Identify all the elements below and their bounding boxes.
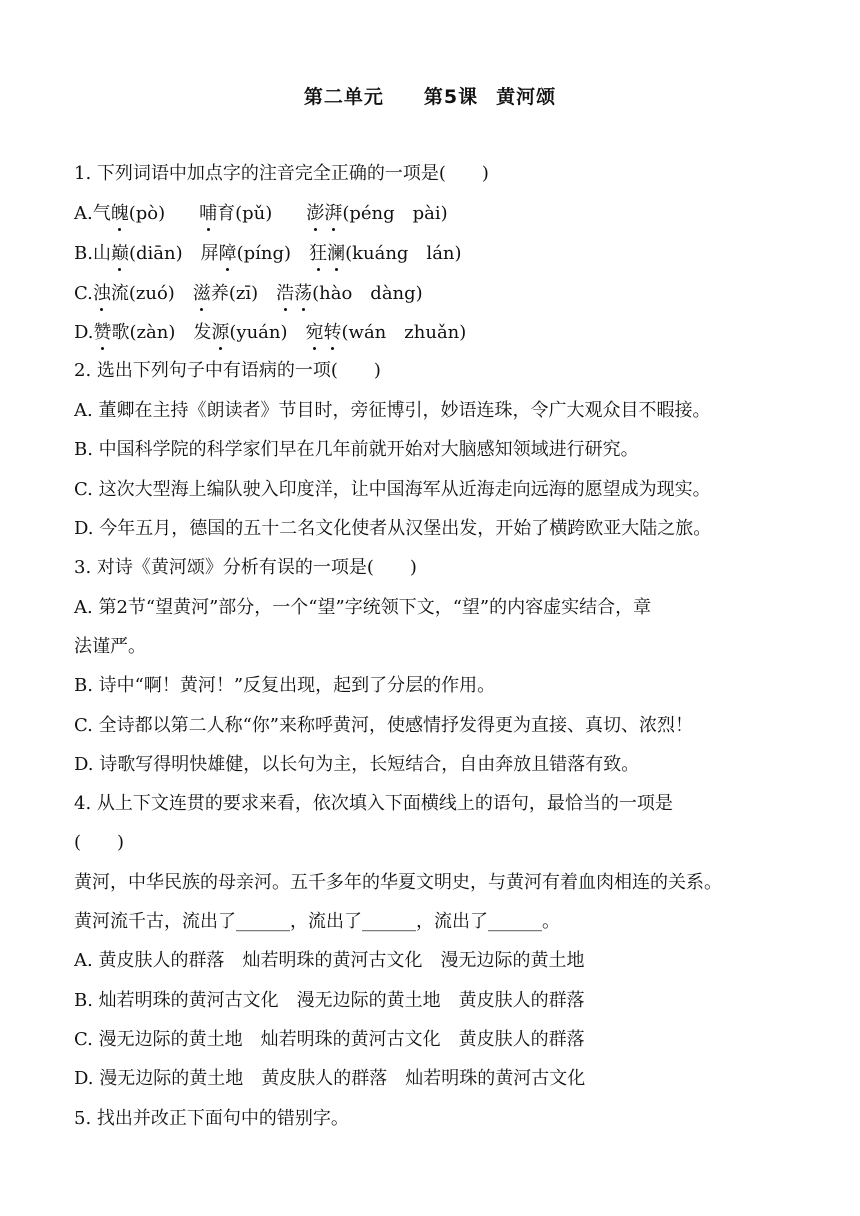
question-4-option-b: B. 灿若明珠的黄河古文化 漫无边际的黄土地 黄皮肤人的群落 [74,990,585,1011]
question-2-option-d: D. 今年五月，德国的五十二名文化使者从汉堡出发，开始了横跨欧亚大陆之旅。 [74,518,712,539]
question-2-option-a: A. 董卿在主持《朗读者》节目时，旁征博引，妙语连珠，令广大观众目不暇接。 [74,400,711,421]
question-1-option-c: C.浊流(zuó) 滋养(zī) 浩荡(hào dàng) [74,283,423,304]
question-1-option-a: A.气魄(pò) 哺育(pǔ) 澎湃(péng pài) [74,203,448,224]
lesson-name: 黄河颂 [496,86,557,108]
question-4-option-d: D. 漫无边际的黄土地 黄皮肤人的群落 灿若明珠的黄河古文化 [74,1068,586,1089]
question-3-option-b: B. 诗中“啊！黄河！”反复出现，起到了分层的作用。 [74,675,496,696]
question-5-stem: 5. 找出并改正下面句中的错别字。 [74,1108,349,1129]
question-3-stem: 3. 对诗《黄河颂》分析有误的一项是( ) [74,557,417,578]
question-4-passage-1: 黄河，中华民族的母亲河。五千多年的华夏文明史，与黄河有着血肉相连的关系。 [74,872,722,893]
question-2-option-b: B. 中国科学院的科学家们早在几年前就开始对大脑感知领域进行研究。 [74,439,639,460]
question-1-option-b: B.山巅(diān) 屏障(píng) 狂澜(kuáng lán) [74,243,462,264]
question-1-stem: 1. 下列词语中加点字的注音完全正确的一项是( ) [74,163,489,184]
page-title [0,82,860,109]
question-4-passage-2: 黄河流千古，流出了______，流出了______，流出了______。 [74,911,560,932]
unit-label: 第二单元 [303,86,384,108]
question-4-stem-bracket: ( ) [74,832,125,853]
question-3-option-d: D. 诗歌写得明快雄健，以长句为主，长短结合，自由奔放且错落有致。 [74,754,640,775]
lesson-label: 第5课 [423,86,479,108]
question-3-option-a: A. 第2节“望黄河”部分，一个“望”字统领下文，“望”的内容虚实结合，章 [74,597,652,618]
question-1-option-d: D.赞歌(zàn) 发源(yuán) 宛转(wán zhuǎn) [74,322,467,343]
question-2-stem: 2. 选出下列句子中有语病的一项( ) [74,360,381,381]
question-4-option-c: C. 漫无边际的黄土地 灿若明珠的黄河古文化 黄皮肤人的群落 [74,1029,585,1050]
question-3-option-c: C. 全诗都以第二人称“你”来称呼黄河，使感情抒发得更为直接、真切、浓烈！ [74,715,693,736]
question-3-option-a-cont: 法谨严。 [74,636,146,657]
question-4-stem: 4. 从上下文连贯的要求来看，依次填入下面横线上的语句，最恰当的一项是 [74,793,673,814]
question-2-option-c: C. 这次大型海上编队驶入印度洋，让中国海军从近海走向远海的愿望成为现实。 [74,479,711,500]
question-4-option-a: A. 黄皮肤人的群落 灿若明珠的黄河古文化 漫无边际的黄土地 [74,950,585,971]
